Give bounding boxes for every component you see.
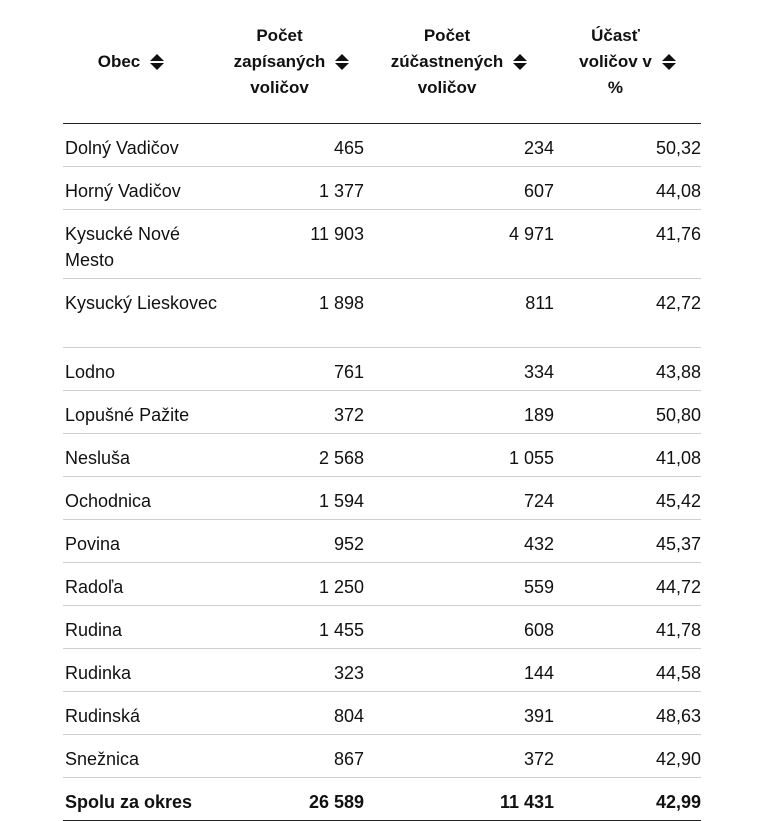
table-row (63, 692, 701, 735)
cell-obec: Rudina (63, 606, 219, 649)
cell-zucastneni: 334 (364, 348, 554, 391)
cell-obec: Radoľa (63, 563, 219, 606)
cell-zucastneni: 811 (364, 279, 554, 348)
cell-zapisani: 1 594 (219, 477, 364, 520)
sort-icon[interactable] (513, 54, 527, 70)
cell-obec: Rudinská (63, 692, 219, 735)
table-row (63, 563, 701, 606)
cell-obec: Kysucký Lieskovec (63, 279, 219, 348)
cell-ucast: 44,58 (554, 649, 701, 692)
cell-zapisani: 2 568 (219, 434, 364, 477)
table-row (63, 606, 701, 649)
cell-zucastneni: 4 971 (364, 210, 554, 279)
sort-icon[interactable] (150, 54, 164, 70)
column-header-obec[interactable] (63, 0, 219, 124)
cell-zucastneni: 372 (364, 735, 554, 778)
sort-icon[interactable] (662, 54, 676, 70)
cell-zucastneni: 391 (364, 692, 554, 735)
table-row (63, 348, 701, 391)
cell-zucastneni: 189 (364, 391, 554, 434)
cell-zapisani: 465 (219, 124, 364, 167)
cell-zucastneni: 144 (364, 649, 554, 692)
column-header-zapisani-label: Počet zapísaných voličov (233, 25, 326, 97)
cell-zapisani: 1 455 (219, 606, 364, 649)
cell-zucastneni: 607 (364, 167, 554, 210)
column-header-obec-label: Obec (97, 51, 141, 71)
cell-zucastneni: 608 (364, 606, 554, 649)
cell-zucastneni: 1 055 (364, 434, 554, 477)
cell-zapisani: 952 (219, 520, 364, 563)
header-row (63, 0, 701, 124)
column-header-zucastneni-label: Počet zúčastnených voličov (390, 25, 504, 97)
cell-ucast: 44,72 (554, 563, 701, 606)
table-row (63, 279, 701, 348)
cell-ucast: 48,63 (554, 692, 701, 735)
cell-obec: Dolný Vadičov (63, 124, 219, 167)
total-ucast: 42,99 (554, 778, 701, 821)
cell-ucast: 41,08 (554, 434, 701, 477)
cell-zapisani: 1 377 (219, 167, 364, 210)
table-row (63, 649, 701, 692)
cell-zucastneni: 432 (364, 520, 554, 563)
cell-ucast: 44,08 (554, 167, 701, 210)
cell-obec: Kysucké Nové Mesto (63, 210, 219, 279)
cell-obec: Ochodnica (63, 477, 219, 520)
column-header-zapisani[interactable] (219, 0, 364, 124)
cell-ucast: 41,76 (554, 210, 701, 279)
cell-ucast: 45,37 (554, 520, 701, 563)
cell-ucast: 43,88 (554, 348, 701, 391)
cell-obec: Snežnica (63, 735, 219, 778)
cell-zapisani: 372 (219, 391, 364, 434)
total-zucastneni: 11 431 (364, 778, 554, 821)
cell-ucast: 42,72 (554, 279, 701, 348)
cell-ucast: 42,90 (554, 735, 701, 778)
cell-ucast: 50,32 (554, 124, 701, 167)
table-row (63, 520, 701, 563)
column-header-zucastneni[interactable] (364, 0, 554, 124)
table-row (63, 210, 701, 279)
cell-obec: Rudinka (63, 649, 219, 692)
column-header-ucast-label: Účasť voličov v % (579, 25, 652, 97)
table-row (63, 735, 701, 778)
table-row (63, 167, 701, 210)
cell-ucast: 41,78 (554, 606, 701, 649)
cell-zucastneni: 234 (364, 124, 554, 167)
cell-zucastneni: 724 (364, 477, 554, 520)
total-row (63, 778, 701, 821)
cell-obec: Povina (63, 520, 219, 563)
cell-obec: Lopušné Pažite (63, 391, 219, 434)
cell-obec: Nesluša (63, 434, 219, 477)
cell-zucastneni: 559 (364, 563, 554, 606)
results-table (63, 0, 701, 821)
cell-ucast: 50,80 (554, 391, 701, 434)
cell-zapisani: 323 (219, 649, 364, 692)
cell-zapisani: 1 898 (219, 279, 364, 348)
cell-zapisani: 761 (219, 348, 364, 391)
table-row (63, 477, 701, 520)
cell-zapisani: 1 250 (219, 563, 364, 606)
table-row (63, 124, 701, 167)
column-header-ucast[interactable] (554, 0, 701, 124)
cell-obec: Horný Vadičov (63, 167, 219, 210)
sort-icon[interactable] (335, 54, 349, 70)
cell-obec: Lodno (63, 348, 219, 391)
cell-zapisani: 804 (219, 692, 364, 735)
results-table-container (63, 0, 701, 821)
table-row (63, 391, 701, 434)
cell-zapisani: 867 (219, 735, 364, 778)
total-zapisani: 26 589 (219, 778, 364, 821)
cell-ucast: 45,42 (554, 477, 701, 520)
table-row (63, 434, 701, 477)
total-label: Spolu za okres (63, 778, 219, 821)
cell-zapisani: 11 903 (219, 210, 364, 279)
